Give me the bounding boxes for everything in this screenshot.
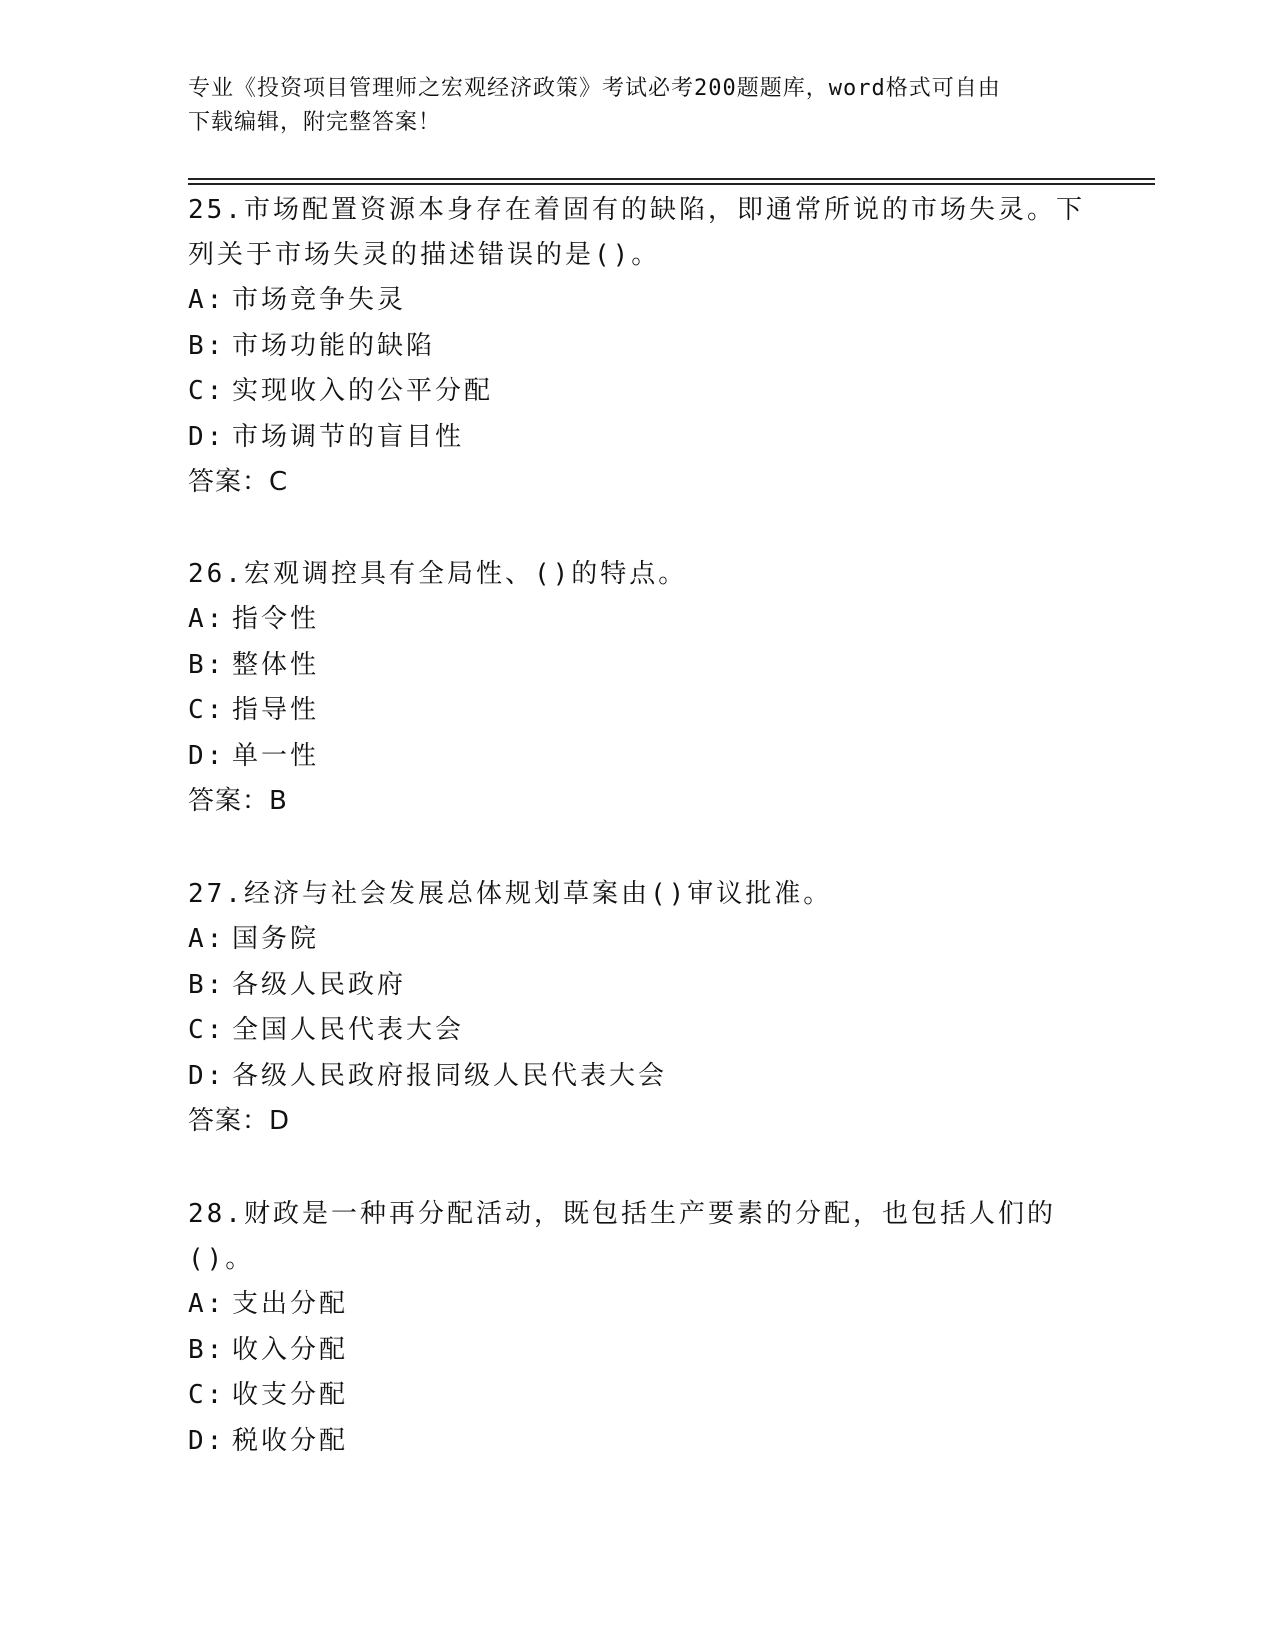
answer-line: 答案：B	[188, 786, 288, 816]
option-d	[188, 734, 1088, 780]
option-letter: B:	[188, 330, 226, 361]
option-letter: C:	[188, 376, 226, 406]
option-text: 指导性	[232, 695, 320, 725]
option-text: 整体性	[232, 649, 320, 680]
option-letter: C:	[188, 1015, 226, 1045]
option-b	[188, 324, 1088, 370]
option-b	[188, 963, 1088, 1009]
option-text: 收入分配	[232, 1334, 349, 1365]
option-d	[188, 1054, 1088, 1100]
option-text: 国务院	[232, 924, 320, 954]
header-line-2: 下载编辑，附完整答案！	[188, 110, 442, 135]
option-letter: D:	[188, 740, 226, 771]
option-letter: A:	[188, 924, 226, 954]
question-text: 27.经济与社会发展总体规划草案由()审议批准。	[188, 879, 833, 909]
option-text: 指令性	[232, 604, 320, 634]
option-letter: A:	[188, 1289, 226, 1319]
option-c	[188, 369, 1088, 415]
option-letter: B:	[188, 1334, 226, 1365]
option-text: 全国人民代表大会	[232, 1015, 465, 1045]
option-b	[188, 1328, 1088, 1374]
option-text: 单一性	[232, 740, 320, 771]
option-text: 收支分配	[232, 1380, 349, 1410]
option-d	[188, 415, 1088, 461]
option-letter: D:	[188, 1060, 226, 1091]
option-text: 各级人民政府	[232, 969, 407, 1000]
option-text: 市场竞争失灵	[232, 285, 407, 315]
answer-line: 答案：D	[188, 1106, 291, 1136]
option-text: 市场功能的缺陷	[232, 330, 436, 361]
option-text: 税收分配	[232, 1425, 349, 1456]
question-26	[188, 552, 1088, 824]
question-25	[188, 188, 1088, 505]
option-a	[188, 597, 1088, 643]
option-a	[188, 917, 1088, 963]
option-c	[188, 688, 1088, 734]
option-letter: B:	[188, 969, 226, 1000]
option-letter: D:	[188, 1425, 226, 1456]
option-letter: D:	[188, 421, 226, 452]
option-c	[188, 1008, 1088, 1054]
question-text: 26.宏观调控具有全局性、()的特点。	[188, 559, 688, 589]
option-a	[188, 1282, 1088, 1328]
option-text: 各级人民政府报同级人民代表大会	[232, 1060, 668, 1091]
option-text: 市场调节的盲目性	[232, 421, 465, 452]
question-text: 28.财政是一种再分配活动，既包括生产要素的分配，也包括人们的()。	[188, 1199, 1056, 1274]
header-divider-bottom	[188, 183, 1155, 185]
header-line-1: 专业《投资项目管理师之宏观经济政策》考试必考200题题库，word格式可自由	[188, 76, 1001, 101]
option-letter: B:	[188, 649, 226, 680]
header-divider-top	[188, 178, 1155, 180]
answer-line: 答案：C	[188, 467, 289, 497]
option-a	[188, 278, 1088, 324]
option-text: 实现收入的公平分配	[232, 376, 494, 406]
question-27	[188, 872, 1088, 1144]
option-letter: C:	[188, 1380, 226, 1410]
option-d	[188, 1419, 1088, 1465]
option-b	[188, 643, 1088, 689]
option-c	[188, 1373, 1088, 1419]
question-text: 25.市场配置资源本身存在着固有的缺陷，即通常所说的市场失灵。下列关于市场失灵的描述错误的是()。	[188, 195, 1085, 270]
option-text: 支出分配	[232, 1289, 349, 1319]
question-28	[188, 1192, 1088, 1464]
option-letter: A:	[188, 285, 226, 315]
option-letter: A:	[188, 604, 226, 634]
document-header	[188, 72, 1088, 140]
option-letter: C:	[188, 695, 226, 725]
